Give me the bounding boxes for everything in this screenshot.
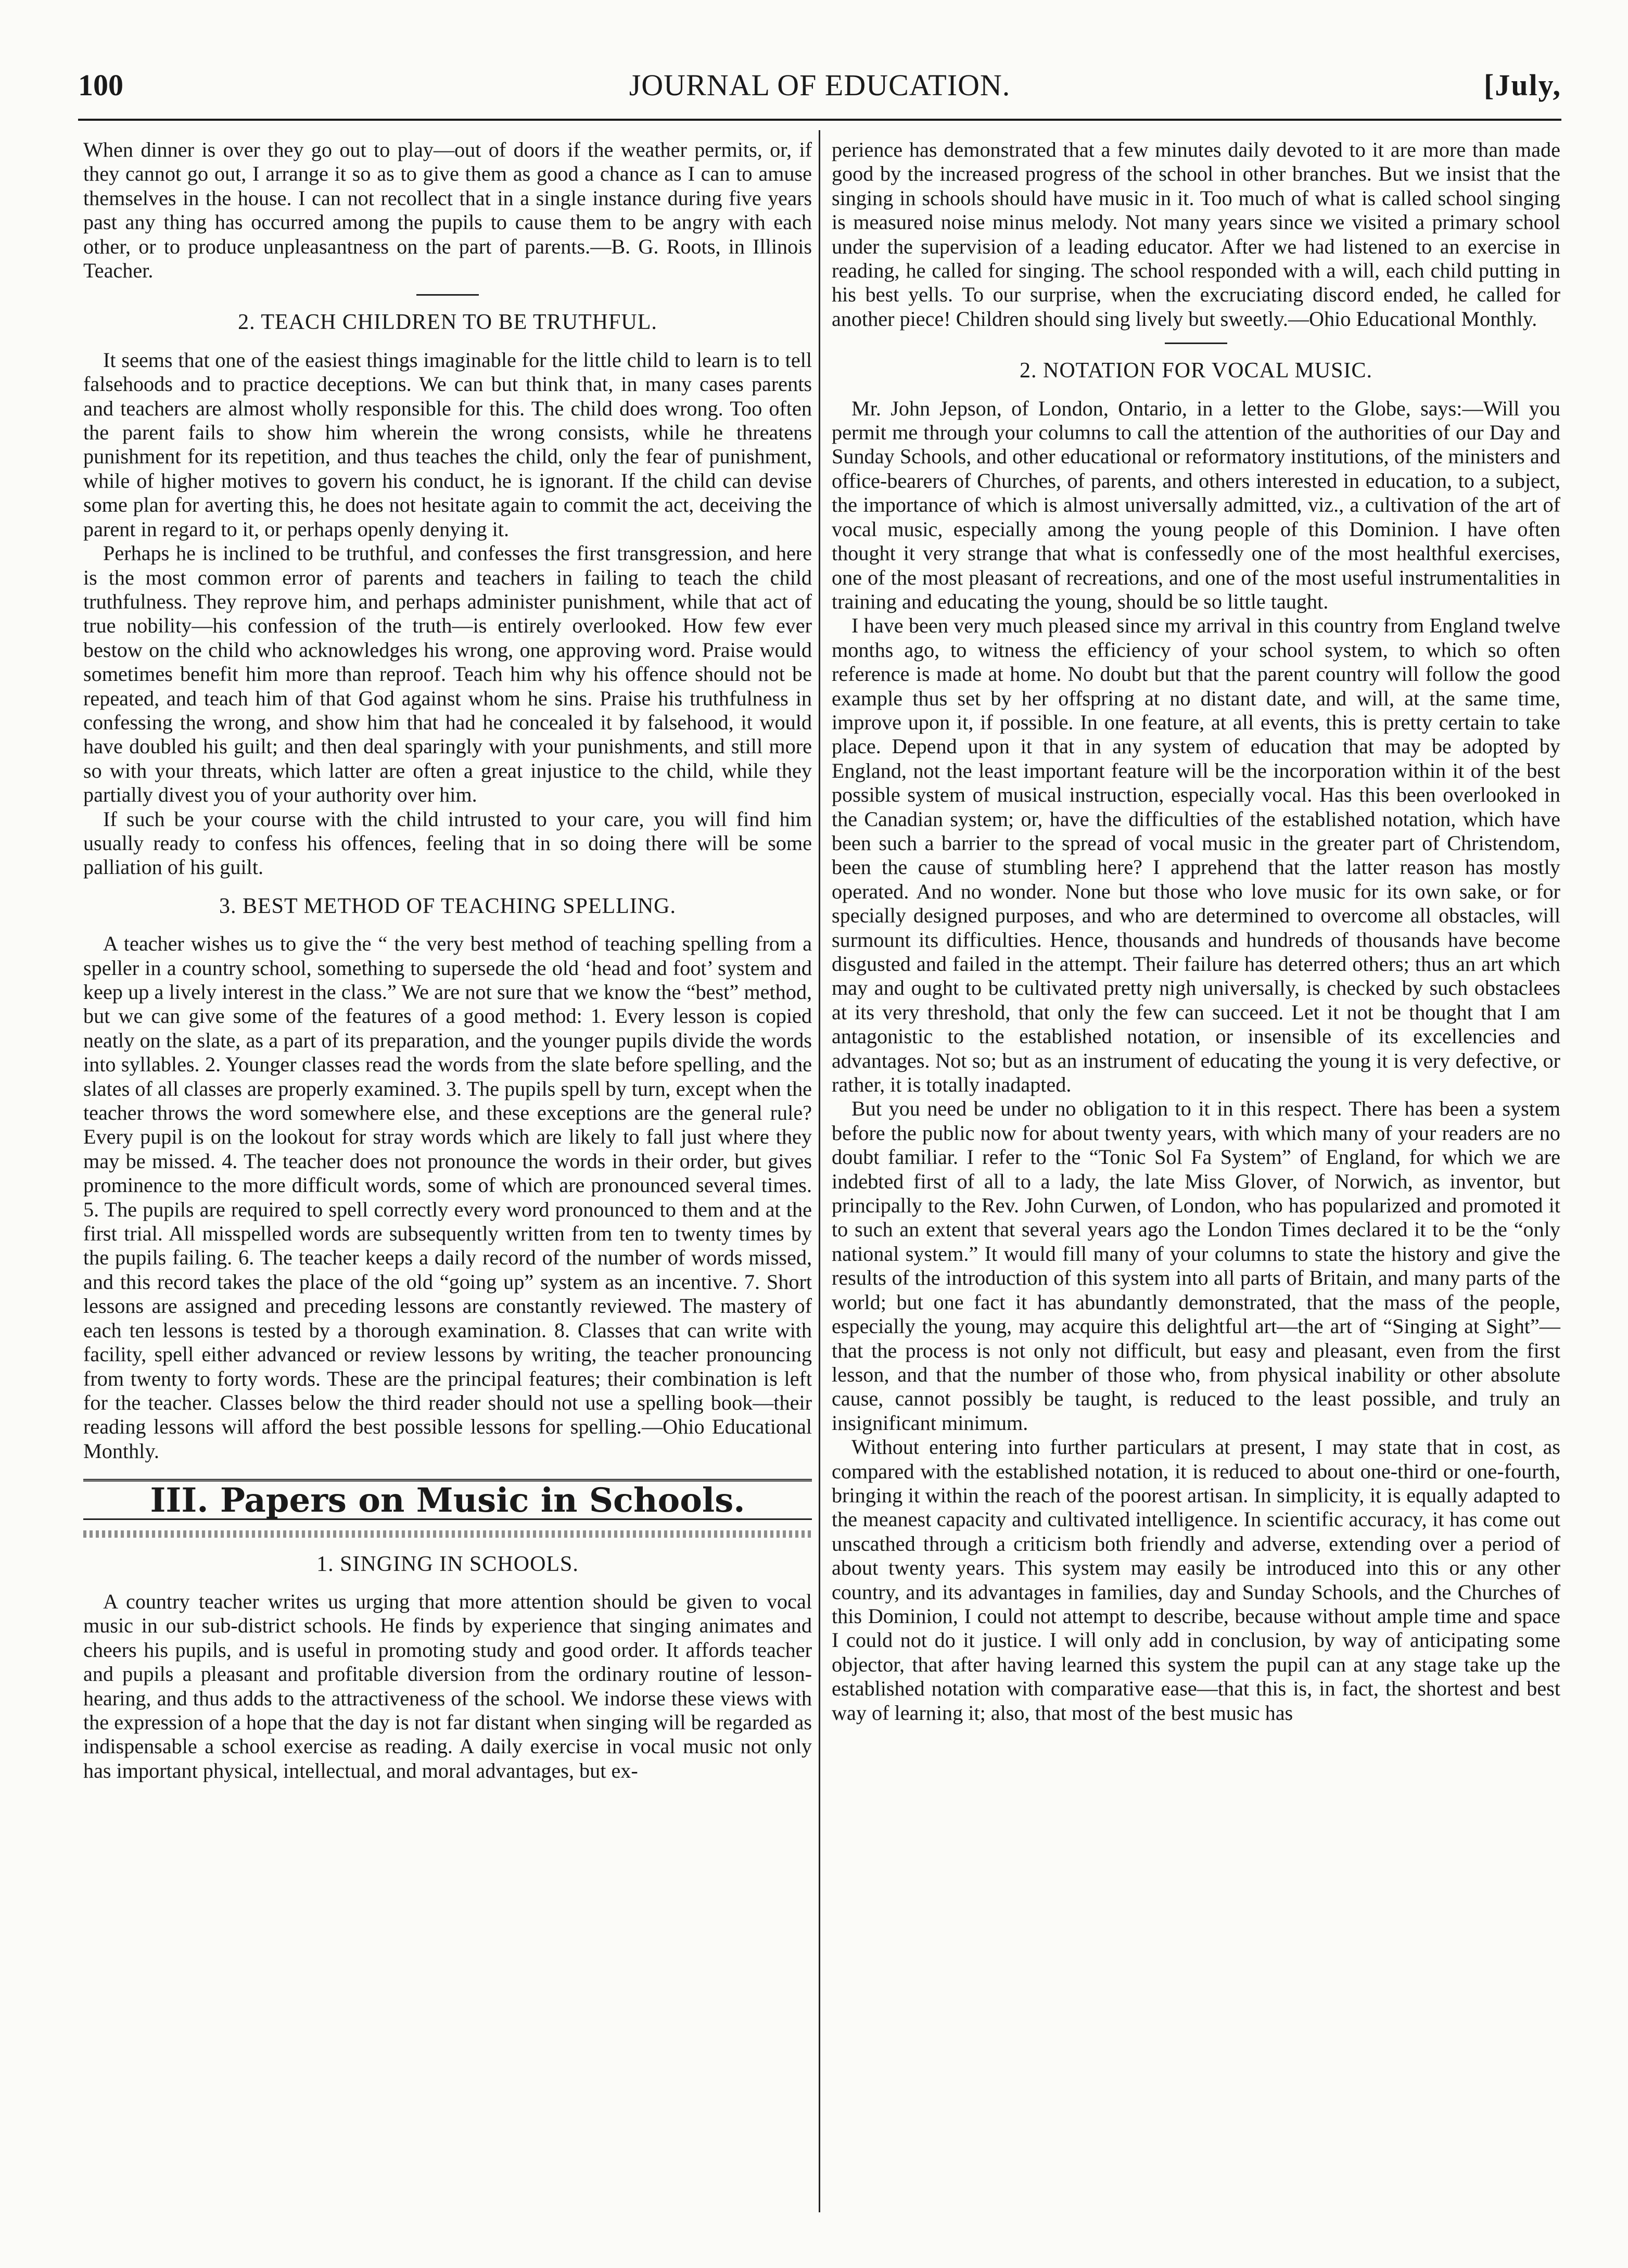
section-heading-truthful: 2. TEACH CHILDREN TO BE TRUTHFUL. [238,310,657,335]
journal-title: JOURNAL OF EDUCATION. [629,68,1011,102]
paragraph: A country teacher writes us urging that more attention should be given to vocal music in our sub-district schools. He finds by experience that singing animates and cheers his pupils, and is useful in promoting study and good order. It affords teacher and pupils a pleasant and profitable diversion from the ordinary routine of lesson-hearing, and thus adds to the attractiveness of the school. We indorse these views with the expression of a hope that the day is not far distant when singing will be regarded as indispensable a school exercise as reading. A daily exercise in vocal music not only has important physical, intellectual, and moral advantages, but ex- [83,1589,812,1782]
part-heading: III. Papers on Music in Schools. [83,1479,812,1519]
paragraph: perience has demonstrated that a few minutes daily devoted to it are more than made good by the increased progress of the school in other branches. But we insist that the singing in schools should have music in it. Too much of what is called school singing is measured noise minus melody. Not many years since we visited a primary school under the supervision of a leading educator. After we had listened to an exercise in reading, he called for singing. The school responded with a will, each child putting in his best yells. To our surprise, when the excruciating discord ended, he called for another piece! Children should sing lively but sweetly.—Ohio Educational Monthly. [832,138,1560,331]
ornamental-rule [83,1530,812,1538]
paragraph: I have been very much pleased since my arrival in this country from England twelve months ago, to witness the efficiency of your school system, to which so often reference is made at home. No doubt but that the parent country will follow the good example thus set by her offspring at no distant date, and will, at the same time, improve upon it, if possible. In one feature, at all events, this is pretty certain to take place. Depend upon it that in any system of education that may be adopted by England, not the least important feature will be the incorporation within it of the best possible system of musical instruction, especially vocal. Has this been overlooked in the Canadian system; or, have the difficulties of the established notation, which have been such a barrier to the spread of vocal music in the greater part of Christendom, been the cause of stumbling here? I apprehend that the latter reason has mostly operated. And no wonder. None but those who love music for its own sake, or for specially designed purposes, and who are determined to overcome all obstacles, will surmount its difficulties. Hence, thousands and hundreds of thousands have become disgusted and failed in the attempt. Their failure has deterred others; thus an art which may and ought to be cultivated pretty nigh universally, is checked by such obstaclees at its very threshold, that only the few can succeed. Let it not be thought that I am antagonistic to the established notation, or insensible of its excellencies and advantages. Not so; but as an instrument of educating the young it is very defective, or rather, it is totally inadapted. [832,614,1560,1097]
paragraph: It seems that one of the easiest things imaginable for the little child to learn is to tell falsehoods and to practice deceptions. We can but think that, in many cases parents and teachers are almost wholly responsible for this. The child does wrong. Too often the parent fails to show him wherein the wrong consists, while he threatens punishment for its repetition, and thus teaches the child, only the fear of punishment, while of higher motives to govern his conduct, he is ignorant. If the child can devise some plan for averting this, he does not hesitate again to commit the act, deceiving the parent in regard to it, or perhaps openly denying it. [83,348,812,541]
intro-paragraph: When dinner is over they go out to play—out of doors if the weather permits, or, if they cannot go out, I arrange it so as to give them as good a chance as I can to amuse themselves in the house. I can not recollect that in a single instance during five years past any thing has occurred among the pupils to cause them to be angry with each other, or to produce unpleasantness on the part of parents.—B. G. Roots, in Illinois Teacher. [83,138,812,283]
paragraph: If such be your course with the child intrusted to your care, you will find him usually ready to confess his offences, feeling that in so doing there will be some palliation of his guilt. [83,807,812,879]
section-heading-singing: 1. SINGING IN SCHOOLS. [316,1552,579,1576]
paragraph: But you need be under no obligation to it in this respect. There has been a system before the public now for about twenty years, with which many of your readers are no doubt familiar. I refer to the “Tonic Sol Fa System” of England, for which we are indebted first of all to a lady, the late Miss Glover, of Norwich, as inventor, but principally to the Rev. John Curwen, of London, who has popularized and promoted it to such an extent that several years ago the London Times declared it to be the “only national system.” It would fill many of your columns to state the history and give the results of the introduction of this system into all parts of Britain, and many parts of the world; but one fact it has abundantly demonstrated, that the mass of the people, especially the young, may acquire this delightful art—the art of “Singing at Sight”—that the process is not only not difficult, but easy and pleasant, even from the first lesson, and that the number of those who, from physical inability or other absolute cause, cannot possibly be taught, is reduced to the least possible, and truly an insignificant minimum. [832,1097,1560,1435]
header-month: [July, [1484,68,1561,102]
left-column [83,138,812,1783]
header-rule [78,119,1561,121]
page-number: 100 [78,68,123,102]
right-column [832,138,1560,1725]
column-divider [819,130,820,2212]
page-header [78,62,1561,120]
paragraph: Without entering into further particulars at present, I may state that in cost, as compared with the established notation, it is reduced to about one-third or one-fourth, bringing it within the reach of the poorest artisan. In simplicity, it is equally adapted to the meanest capacity and cultivated intelligence. In scientific accuracy, it has come out unscathed through a criticism both friendly and adverse, extending over a period of about twenty years. This system may easily be introduced into this or any other country, and its advantages in families, day and Sunday Schools, and the Churches of this Dominion, I could not attempt to describe, because without ample time and space I could not do it justice. I will only add in conclusion, by way of anticipating some objector, that after having learned this system the pupil can at any stage take up the established notation with comparative ease—that this is, in fact, the shortest and best way of learning it; also, that most of the best music has [832,1435,1560,1725]
paragraph: Mr. John Jepson, of London, Ontario, in a letter to the Globe, says:—Will you permit me through your columns to call the attention of the authorities of our Day and Sunday Schools, and other educational or reformatory institutions, of the ministers and office-bearers of Churches, of parents, and others interested in education, to a subject, the importance of which is almost universally admitted, viz., a cultivation of the art of vocal music, especially among the young people of this Dominion. I have often thought it very strange that what is confessedly one of the most healthful exercises, one of the most pleasant of recreations, and one of the most useful instrumentalities in training and educating the young, should be so little taught. [832,396,1560,613]
section-heading-spelling: 3. BEST METHOD OF TEACHING SPELLING. [219,894,676,918]
section-divider [416,294,479,296]
section-heading-notation: 2. NOTATION FOR VOCAL MUSIC. [1019,359,1372,383]
section-divider [1165,343,1227,344]
paragraph: A teacher wishes us to give the “ the very best method of teaching spelling from a speller in a country school, something to supersede the old ‘head and foot’ system and keep up a lively interest in the class.” We are not sure that we know the “best” method, but we can give some of the features of a good method: 1. Every lesson is copied neatly on the slate, as a part of its preparation, and the younger pupils divide the words into syllables. 2. Younger classes read the words from the slate before spelling, and the slates of all classes are properly examined. 3. The pupils spell by turn, except when the teacher throws the word somewhere else, and these exceptions are the general rule? Every pupil is on the lookout for stray words which are likely to fall just where they may be missed. 4. The teacher does not pronounce the words in their order, but gives prominence to the more difficult words, some of which are pronounced several times. 5. The pupils are required to spell correctly every word pronounced to them and at the first trial. All misspelled words are subsequently written from ten to twenty times by the pupils failing. 6. The teacher keeps a daily record of the number of words missed, and this record takes the place of the old “going up” system as an incentive. 7. Short lessons are assigned and preceding lessons are constantly reviewed. The mastery of each ten lessons is tested by a thorough examination. 8. Classes that can write with facility, spell either advanced or review lessons by writing, the teacher pronouncing from twenty to forty words. These are the principal features; their combination is left for the teacher. Classes below the third reader should not use a spelling book—their reading lessons will afford the best possible lessons for spelling.—Ohio Educational Monthly. [83,932,812,1463]
paragraph: Perhaps he is inclined to be truthful, and confesses the first transgression, and here is the most common error of parents and teachers in failing to teach the child truthfulness. They reprove him, and perhaps administer punishment, while that act of true nobility—his confession of the truth—is entirely overlooked. How few ever bestow on the child who acknowledges his wrong, one approving word. Praise would sometimes benefit him more than reproof. Teach him why his offence should not be repeated, and teach him of that God against whom he sins. Praise his truthfulness in confessing the wrong, and show him that had he concealed it by falsehood, it would have doubled his guilt; and then deal sparingly with your punishments, and still more so with your threats, which latter are often a great injustice to the child, while they partially divest you of your authority over him. [83,541,812,807]
